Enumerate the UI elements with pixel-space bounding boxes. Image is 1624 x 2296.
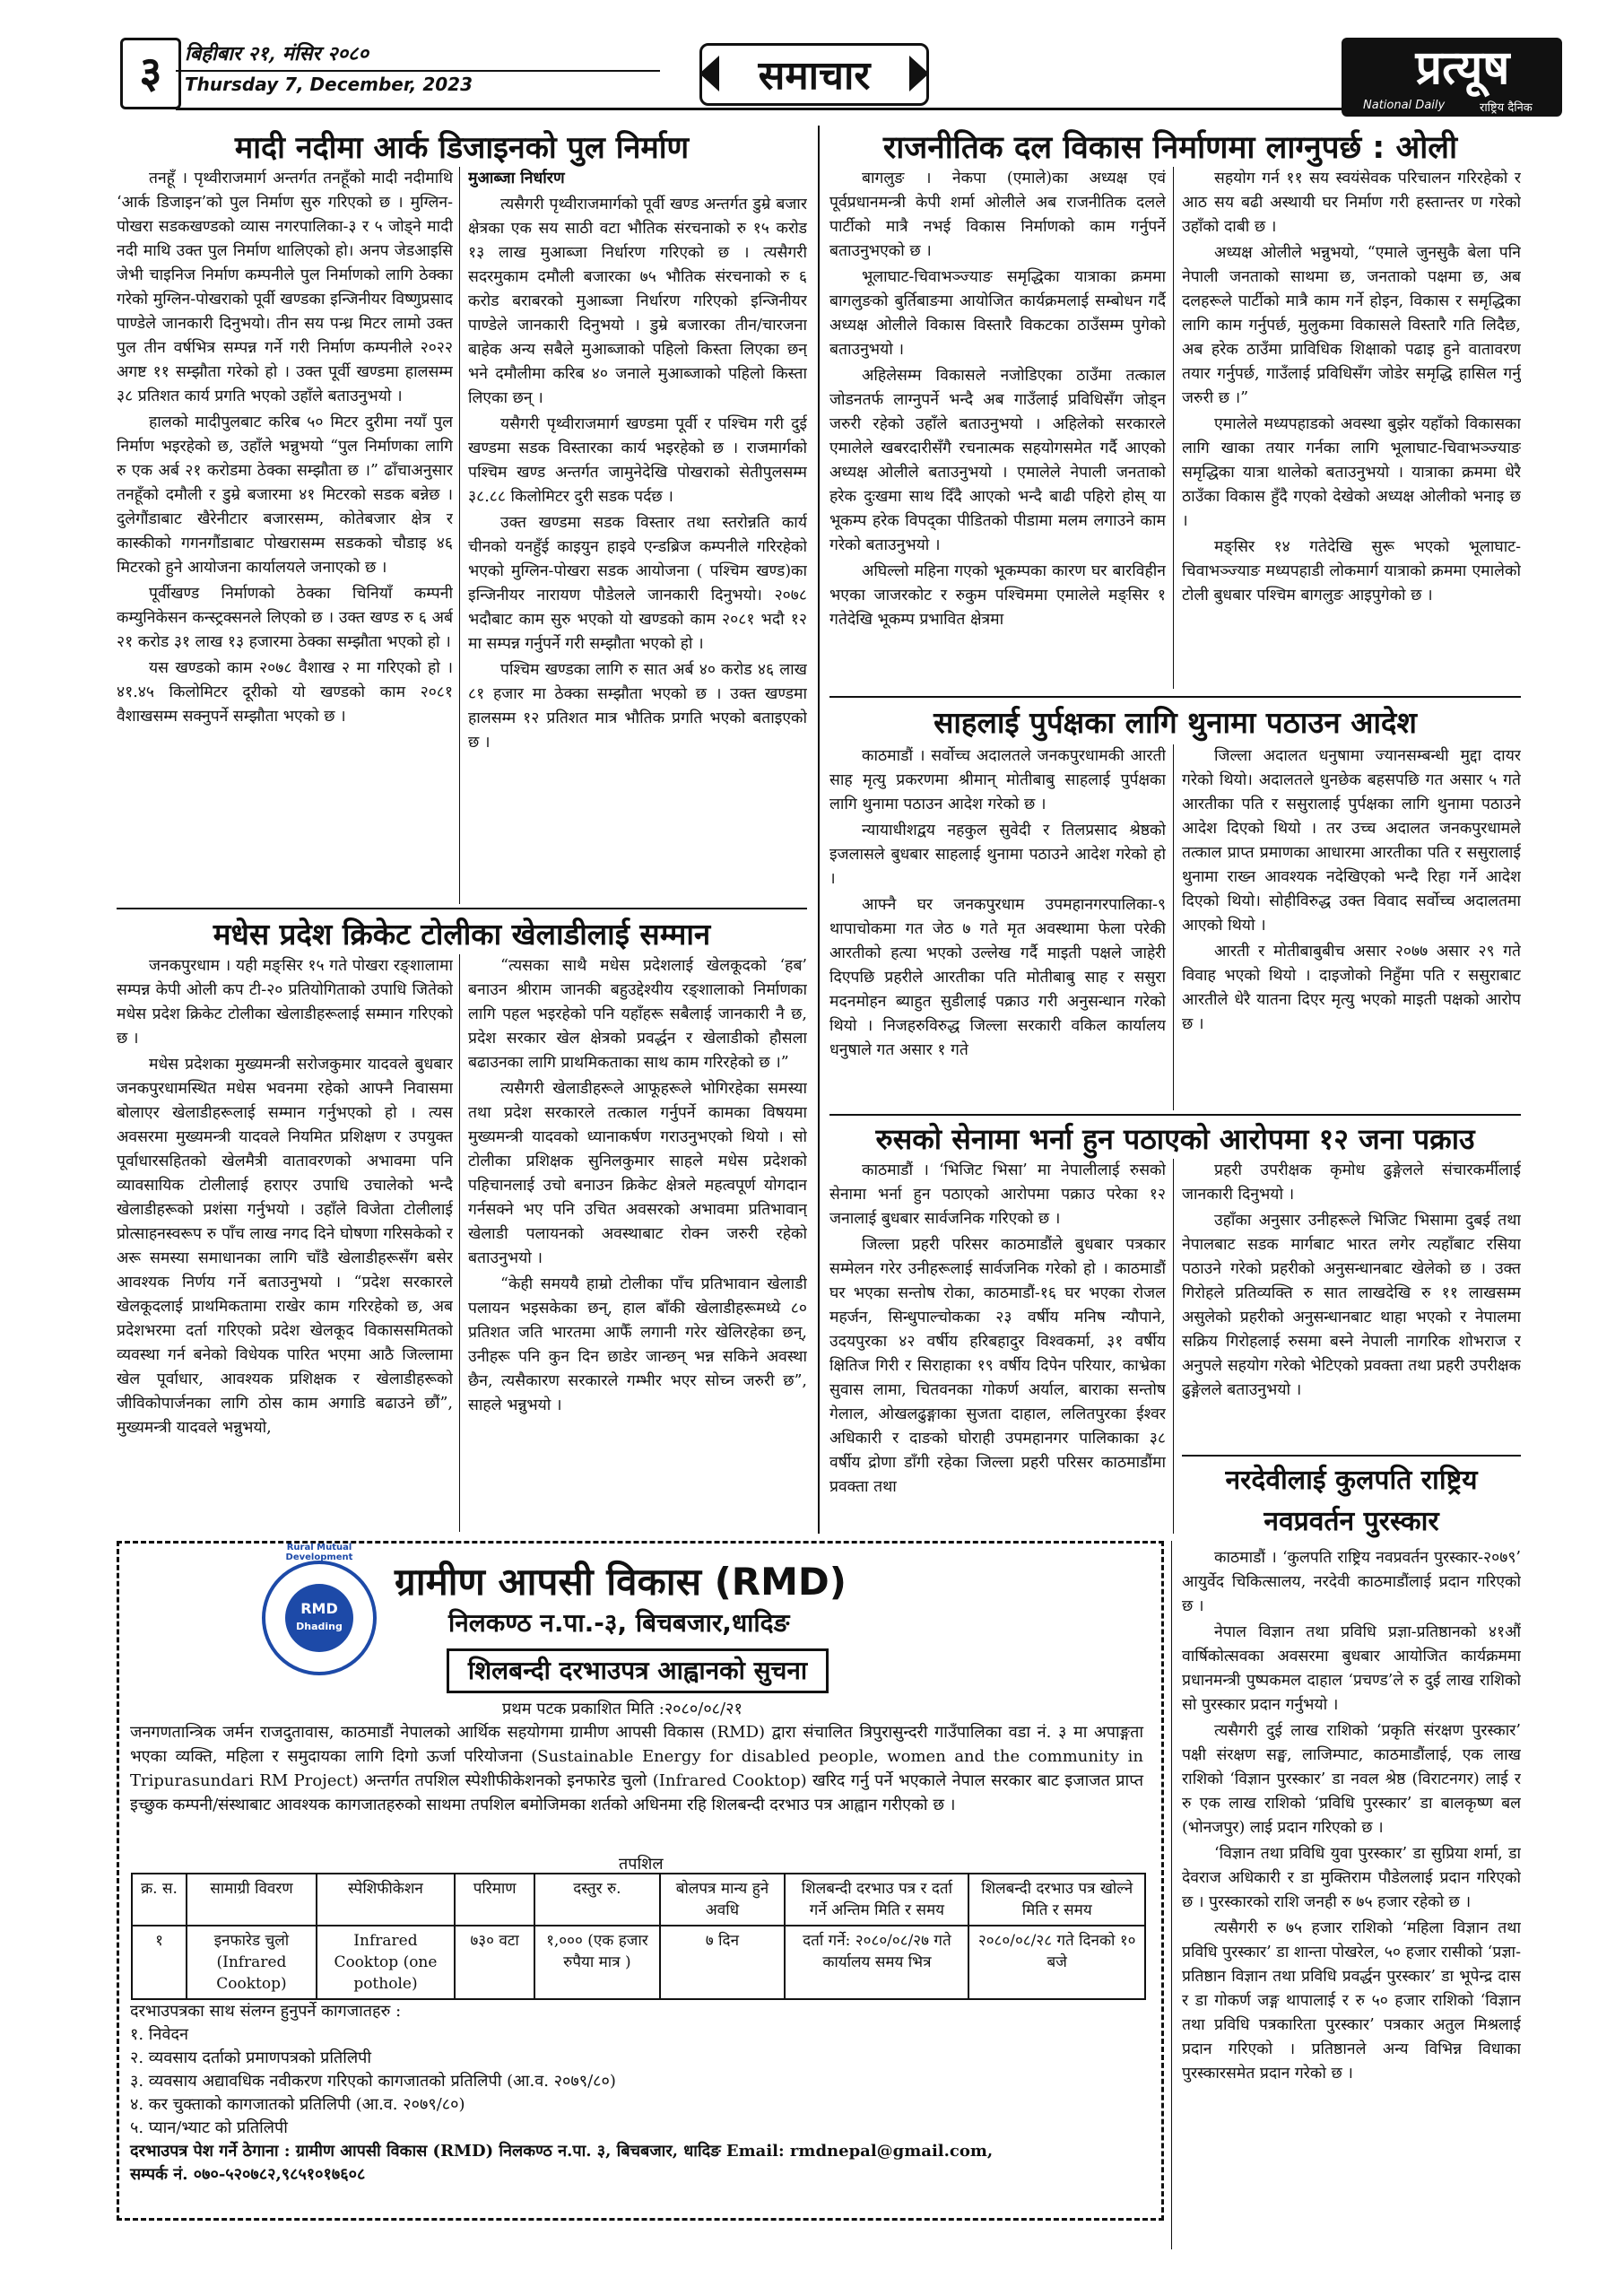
document-item: १. निवेदन bbox=[130, 2025, 189, 2044]
russia-col1 bbox=[829, 1159, 1166, 1534]
table-header: शिलबन्दी दरभाउ पत्र र दर्ता गर्ने अन्तिम मिति र समय bbox=[785, 1874, 968, 1926]
table-header: स्पेशिफीकेशन bbox=[317, 1874, 455, 1926]
paragraph: आफ्नै घर जनकपुरधाम उपमहानगरपालिका-९ थापाचोकमा गत जेठ ७ गते मृत अवस्थामा फेला परेकी आरतीको हत्या भएको उल्लेख गर्दै माइती पक्षले जाहेरी दिएपछि प्रहरीले आरतीका पति मोतीबाबु साह र ससुरा मदनमोहन ब्याहुत सुडीलाई पक्राउ गरी अनुसन्धान गरेको थियो । निजहरुविरुद्ध जिल्ला सरकारी वकिल कार्यालय धनुषाले गत असार १ गते bbox=[829, 896, 1166, 1059]
paragraph: सहयोग गर्न ११ सय स्वयंसेवक परिचालन गरिरहेको र आठ सय बढी अस्थायी घर निर्माण गरी हस्तान्तर ण गरेको उहाँको दाबी छ । bbox=[1182, 170, 1521, 236]
paragraph: प्रहरी उपरीक्षक कृमोध ढुङ्गेलले संचारकर्मीलाई जानकारी दिनुभयो । bbox=[1182, 1161, 1521, 1204]
submit-address: दरभाउपत्र पेश गर्ने ठेगाना : ग्रामीण आपसी विकास (RMD) निलकण्ठ न.पा. ३, बिचबजार, धादिङ Email: rmdnepal@gmail.com, bbox=[130, 2142, 994, 2161]
paragraph: काठमाडौं । ‘कुलपति राष्ट्रिय नवप्रवर्तन पुरस्कार-२०७९’ आयुर्वेद चिकित्सालय, नरदेवी काठमाडौंलाई प्रदान गरिएको छ । bbox=[1182, 1549, 1521, 1615]
bridge-col2 bbox=[468, 167, 807, 904]
paragraph: त्यसैगरी दुई लाख राशिको ‘प्रकृति संरक्षण पुरस्कार’ पक्षी संरक्षण सङ्घ, लाजिम्पाट, काठमाडौंलाई, एक लाख राशिको ‘विज्ञान पुरस्कार’ डा नवल श्रेष्ठ (विराटनगर) लाई र रु एक लाख राशिको ‘प्रविधि पुरस्कार’ डा बालकृष्ण बल (भोनजपुर) लाई प्रदान गरिएको छ । bbox=[1182, 1722, 1521, 1837]
header-rule bbox=[176, 108, 1342, 110]
russia-col2 bbox=[1182, 1159, 1521, 1451]
paragraph: “त्यसका साथै मधेस प्रदेशलाई खेलकूदको ‘हब’ बनाउन श्रीराम जानकी बहुउद्देश्यीय रङ्शालाको निर्माणका लागि पहल भइरहेको पनि यहाँहरू सबैलाई जानकारी नै छ, प्रदेश सरकार खेल क्षेत्रको प्रवर्द्धन र खेलाडीको हौसला बढाउनका लागि प्राथमिकताका साथ काम गरिरहेको छ ।” bbox=[468, 957, 807, 1072]
table-header: शिलबन्दी दरभाउ पत्र खोल्ने मिति र समय bbox=[968, 1874, 1145, 1926]
paragraph: भूलाघाट-चिवाभञ्ज्याङ समृद्धिका यात्राका क्रममा बागलुङको बुर्तिबाङमा आयोजित कार्यक्रमलाई सम्बोधन गर्दै अध्यक्ष ओलीले विकास विस्तारै विकटका ठाउँसम्म पुगेको बताउनुभयो । bbox=[829, 268, 1166, 359]
article-divider bbox=[829, 1114, 1521, 1116]
oli-headline: राजनीतिक दल विकास निर्माणमा लाग्नुपर्छ : ओली bbox=[882, 130, 1458, 166]
paragraph: मङ्सिर १४ गतेदेखि सुरू भएको भूलाघाट-चिवाभञ्ज्याङ मध्यपहाडी लोकमार्ग यात्राको क्रममा एमालेको टोली बुधबार पश्चिम बागलुङ आइपुगेको छ । bbox=[1182, 538, 1521, 604]
tender-title: ग्रामीण आपसी विकास (RMD) bbox=[395, 1560, 847, 1604]
table-header: सामाग्री विवरण bbox=[187, 1874, 317, 1926]
rmd-logo-sub: Dhading bbox=[296, 1621, 343, 1632]
column-divider bbox=[459, 954, 460, 1532]
column-divider bbox=[1173, 1159, 1174, 1534]
paragraph: जिल्ला अदालत धनुषामा ज्यानसम्बन्धी मुद्दा दायर गरेको थियो। अदालतले धुनछेक बहसपछि गत असार ५ गते आरतीका पति र ससुरालाई पुर्पक्षका लागि थुनामा पठाउने आदेश दिएको थियो । तर उच्च अदालत जनकपुरधामले तत्काल प्राप्त प्रमाणका आधारमा आरतीका पति र ससुरालाई थुनामा राख्न आवश्यक नदेखिएको भन्दै रिहा गर्ने आदेश दिएको थियो। सोहीविरुद्ध उक्त विवाद सर्वोच्च अदालतमा आएको थियो । bbox=[1182, 747, 1521, 935]
tender-table-caption: तपशिल bbox=[619, 1855, 664, 1874]
paragraph: पूर्वीखण्ड निर्माणको ठेक्का चिनियाँ कम्पनी कम्युनिकेसन कन्स्ट्रक्सनले लिएको छ । उक्त खण्ड रु ६ अर्ब २१ करोड ३१ लाख १३ हजारमा ठेक्का सम्झौता भएको हो । bbox=[117, 585, 453, 651]
masthead-sub-en: National Daily bbox=[1363, 99, 1446, 112]
oli-col2 bbox=[1182, 167, 1521, 689]
page-column-divider bbox=[818, 126, 820, 1534]
cricket-col2 bbox=[468, 954, 807, 1532]
paragraph: जनकपुरधाम । यही मङ्सिर १५ गते पोखरा रङ्शालामा सम्पन्न केपी ओली कप टी-२० प्रतियोगिताको उपाधि जितेको मधेस प्रदेश क्रिकेट टोलीका खेलाडीहरूलाई सम्मान गरिएको छ । bbox=[117, 957, 453, 1048]
paragraph: त्यसैगरी पृथ्वीराजमार्गको पूर्वी खण्ड अन्तर्गत डुम्रे बजार क्षेत्रका एक सय साठी वटा भौतिक संरचनाको रु १५ करोड १३ लाख मुआब्जा निर्धारण गरिएको छ । त्यसैगरी सदरमुकाम दमौली बजारका ७५ भौतिक संरचनाको रु ६ करोड बराबरको मुआब्जा निर्धारण गरिएको इन्जिनीयर पाण्डेले जानकारी दिनुभयो । डुम्रे बजारका तीन/चारजना बाहेक अन्य सबैले मुआब्जाको पहिलो किस्ता लिएका छन् भने दमौलीमा करिब ४० जनाले मुआब्जाको पहिलो किस्ता लिएका छन् । bbox=[468, 196, 807, 407]
table-header-row bbox=[132, 1874, 1145, 1926]
table-cell: १ bbox=[132, 1926, 187, 1999]
paragraph: काठमाडौं । ‘भिजिट भिसा’ मा नेपालीलाई रुसको सेनामा भर्ना हुन पठाएको आरोपमा पक्राउ परेका १२ जनालाई बुधबार सार्वजनिक गरिएको छ । bbox=[829, 1161, 1166, 1228]
subhead: मुआब्जा निर्धारण bbox=[468, 170, 565, 187]
rmd-logo-text bbox=[285, 1600, 353, 1636]
table-cell: दर्ता गर्ने: २०८०/०८/२७ गते कार्यालय समय भित्र bbox=[785, 1926, 968, 1999]
cricket-headline: मधेस प्रदेश क्रिकेट टोलीका खेलाडीलाई सम्मान bbox=[213, 917, 711, 952]
award-headline-line1: नरदेवीलाई कुलपति राष्ट्रिय bbox=[1225, 1465, 1478, 1496]
oli-col1 bbox=[829, 167, 1166, 689]
tender-address: निलकण्ठ न.पा.-३, बिचबजार,धादिङ bbox=[448, 1608, 790, 1638]
table-cell: इनफारेड चुलो (Infrared Cooktop) bbox=[187, 1926, 317, 1999]
paragraph: ‘विज्ञान तथा प्रविधि युवा पुरस्कार’ डा सुप्रिया शर्मा, डा देवराज अधिकारी र डा मुक्तिराम पौडेललाई प्रदान गरिएको छ । पुरस्कारको राशि जनही रु ७५ हजार रहेको छ । bbox=[1182, 1845, 1521, 1911]
tender-publish-date: प्रथम पटक प्रकाशित मिति :२०८०/०८/२१ bbox=[502, 1700, 743, 1718]
document-item: ४. कर चुक्ताको कागजातको प्रतिलिपी (आ.व. २०७९/८०) bbox=[130, 2095, 465, 2114]
masthead-sub-np: राष्ट्रिय दैनिक bbox=[1480, 101, 1533, 115]
page-number: ३ bbox=[120, 38, 181, 109]
date-nepali: बिहीबार २१, मंसिर २०८० bbox=[185, 42, 369, 65]
table-cell: ७ दिन bbox=[660, 1926, 786, 1999]
paragraph: अध्यक्ष ओलीले भन्नुभयो, “एमाले जुनसुकै बेला पनि नेपाली जनताको साथमा छ, जनताको पक्षमा छ, अब दलहरूले पार्टीको मात्रै काम गर्ने होइन, विकास र समृद्धिका लागि काम गर्नुपर्छ, मुलुकमा विकासले विस्तारै गति लिदैछ, अब हरेक ठाउँमा प्राविधिक शिक्षाको पढाइ हुने वातावरण तयार गर्नुपर्छ, गाउँलाई प्रविधिसँग जोडेर समृद्धि हासिल गर्नु जरुरी छ ।” bbox=[1182, 244, 1521, 407]
paragraph: “केही समययै हाम्रो टोलीका पाँच प्रतिभावान खेलाडी पलायन भइसकेका छन्, हाल बाँकी खेलाडीहरूमध्ये ८० प्रतिशत जति भारतमा आफैँ लगानी गरेर खेलिरहेका छन्, उनीहरू पनि कुन दिन छाडेर जान्छन् भन्न सकिने अवस्था छैन, त्यसैकारण सरकारले गम्भीर भएर सोच्न जरुरी छ”, साहले भन्नुभयो । bbox=[468, 1275, 807, 1414]
bridge-col1 bbox=[117, 167, 453, 904]
column-divider bbox=[1171, 1541, 1172, 2249]
document-item: ३. व्यवसाय अद्यावधिक नवीकरण गरिएको कागजातको प्रतिलिपी (आ.व. २०७९/८०) bbox=[130, 2072, 616, 2091]
cricket-col1 bbox=[117, 954, 453, 1532]
paragraph: उहाँका अनुसार उनीहरूले भिजिट भिसामा दुबई तथा नेपालबाट सडक मार्गबाट भारत लगेर त्यहाँबाट रसिया पठाउने गरेको प्रहरीको अनुसन्धानबाट खेलेको छ । उक्त गिरोहले प्रतिव्यक्ति रु सात लाखदेखि रु ११ लाखसम्म असुलेको प्रहरीको अनुसन्धानबाट थाहा भएको र नेपालमा सक्रिय गिरोहलाई रुसमा बस्ने नेपाली नागरिक शोभराज र अनुपले सहयोग गरेको भेटिएको प्रवक्ता तथा प्रहरी उपरीक्षक ढुङ्गेलले बताउनुभयो । bbox=[1182, 1212, 1521, 1399]
paragraph: जिल्ला प्रहरी परिसर काठमाडौंले बुधबार पत्रकार सम्मेलन गरेर उनीहरूलाई सार्वजनिक गरेको हो । काठमाडौं घर भएका सन्तोष रोका, काठमाडौं-१६ घर भएका रोजल महर्जन, सिन्धुपाल्चोकका २३ वर्षीय मनिष न्यौपाने, उदयपुरका ४२ वर्षीय हरिबहादुर विश्वकर्मा, ३१ वर्षीय क्षितिज गिरी र सिराहाका १९ वर्षीय दिपेन परियार, काभ्रेका सुवास लामा, चितवनका गोकर्ण अर्याल, बाराका सन्तोष गेलाल, ओखलढुङ्गाका सुजता दाहाल, ललितपुरका ईश्वर अधिकारी र दाङको घोराही उपमहानगर पालिकाका ३८ वर्षीय द्रोणा डाँगी रहेका जिल्ला प्रहरी परिसर काठमाडौंमा प्रवक्ता तथा bbox=[829, 1236, 1166, 1496]
table-row bbox=[132, 1926, 1145, 1999]
contact-number: सम्पर्क नं. ०७०-५२०७८२,९८५१०१७६०८ bbox=[130, 2165, 366, 2184]
rmd-logo-ring-text: Rural Mutual Development bbox=[285, 1543, 353, 1562]
paragraph: एमालेले मध्यपहाडको अवस्था बुझेर यहाँको विकासका लागि खाका तयार गर्नका लागि भूलाघाट-चिवाभञ्ज्याङ समृद्धिका यात्रा थालेको बताउनुभयो । यात्राका क्रममा धेरै ठाउँका विकास हुँदै गएको देखेको अध्यक्ष ओलीको भनाइ छ । bbox=[1182, 415, 1521, 530]
sah-headline: साहलाई पुर्पक्षका लागि थुनामा पठाउन आदेश bbox=[934, 705, 1417, 740]
sah-col2 bbox=[1182, 744, 1521, 1110]
award-body bbox=[1182, 1546, 1521, 2239]
rmd-logo-abbr: RMD bbox=[300, 1600, 338, 1617]
table-header: क्र. स. bbox=[132, 1874, 187, 1926]
paragraph: आरती र मोतीबाबुबीच असार २०७७ असार २९ गते विवाह भएको थियो । दाइजोको निहुँमा पति र ससुराबाट आरतीले धेरै यातना दिएर मृत्यु भएको माइती पक्षको आरोप छ । bbox=[1182, 943, 1521, 1033]
tender-documents bbox=[130, 2000, 1143, 2187]
documents-title: दरभाउपत्रका साथ संलग्न हुनुपर्ने कागजातहरु : bbox=[130, 2002, 402, 2021]
paragraph: पश्चिम खण्डका लागि रु सात अर्ब ४० करोड ४६ लाख ८१ हजार मा ठेक्का सम्झौता भएको छ । उक्त खण्डमा हालसम्म १२ प्रतिशत मात्र भौतिक प्रगति भएको बताइएको छ । bbox=[468, 661, 807, 752]
table-header: दस्तुर रु. bbox=[534, 1874, 659, 1926]
section-title: समाचार bbox=[758, 53, 871, 99]
table-cell: ७३० वटा bbox=[455, 1926, 534, 1999]
column-divider bbox=[1173, 744, 1174, 1110]
document-item: २. व्यवसाय दर्ताको प्रमाणपत्रको प्रतिलिपी bbox=[130, 2048, 372, 2067]
table-cell: १,००० (एक हजार रुपैया मात्र ) bbox=[534, 1926, 659, 1999]
sah-col1 bbox=[829, 744, 1166, 1110]
paragraph: यस खण्डको काम २०७८ वैशाख २ मा गरिएको हो । ४१.४५ किलोमिटर दूरीको यो खण्डको काम २०८१ वैशाखसम्म सक्नुपर्ने सम्झौता भएको छ । bbox=[117, 659, 453, 726]
document-item: ५. प्यान/भ्याट को प्रतिलिपी bbox=[130, 2118, 288, 2137]
masthead-title: प्रत्यूष bbox=[1415, 41, 1510, 95]
table-cell: २०८०/०८/२८ गते दिनको १० बजे bbox=[968, 1926, 1145, 1999]
paragraph: काठमाडौं । सर्वोच्च अदालतले जनकपुरधामकी आरती साह मृत्यु प्रकरणमा श्रीमान् मोतीबाबु साहलाई पुर्पक्षका लागि थुनामा पठाउन आदेश गरेको छ । bbox=[829, 747, 1166, 813]
header-divider bbox=[176, 70, 660, 72]
section-right-arrow-icon bbox=[909, 56, 929, 91]
article-divider bbox=[117, 908, 807, 909]
article-divider bbox=[829, 696, 1521, 698]
paragraph: हालको मादीपुलबाट करिब ५० मिटर दुरीमा नयाँ पुल निर्माण भइरहेको छ, उहाँले भन्नुभयो “पुल निर्माणका लागि रु एक अर्ब २१ करोडमा ठेक्का सम्झौता छ ।” ढाँचाअनुसार तनहूँको दमौली र डुम्रे बजारमा ४१ मिटरको सडक बन्नेछ । दुलेगौंडाबाट खैरेनीटार बजारसम्म, कोतेबजार क्षेत्र र कास्कीको गगनगौंडाबाट पोखरासम्म सडकको चौडाइ ४६ मिटरको हुने आयोजना कार्यालयले जनाएको छ । bbox=[117, 413, 453, 577]
date-english: Thursday 7, December, 2023 bbox=[185, 74, 473, 95]
paragraph: अहिलेसम्म विकासले नजोडिएका ठाउँमा तत्काल जोडनतर्फ लाग्नुपर्ने भन्दै अब गाउँलाई प्रविधिसँग जोड्न जरुरी रहेको उहाँले बताउनुभयो । अहिलेको सरकारले एमालेले खबरदारीसँगै रचनात्मक सहयोगसमेत गर्दै आएको अध्यक्ष ओलीले बताउनुभयो । एमालेले नेपाली जनताको हरेक दुःखमा साथ दिँदै आएको भन्दै बाढी पहिरो होस् या भूकम्प हरेक विपद्का पीडितको पीडामा मलम लगाउने काम गरेको बताउनुभयो । bbox=[829, 367, 1166, 554]
paragraph: त्यसैगरी रु ७५ हजार राशिको ‘महिला विज्ञान तथा प्रविधि पुरस्कार’ डा शान्ता पोखरेल, ५० हजार रासीको ‘प्रज्ञा-प्रतिष्ठान विज्ञान तथा प्रविधि प्रवर्द्धन पुरस्कार’ डा भूपेन्द्र दास र डा गोकर्ण जङ्ग थापालाई र रु ५० हजार राशिको ‘विज्ञान तथा प्रविधि पत्रकारिता पुरस्कार’ पत्रकार अतुल मिश्रलाई प्रदान गरिएको । प्रतिष्ठानले अन्य विभिन्न विधाका पुरस्कारसमेत प्रदान गरेको छ । bbox=[1182, 1919, 1521, 2083]
paragraph: अघिल्लो महिना गएको भूकम्पका कारण घर बारविहीन भएका जाजरकोट र रुकुम पश्चिममा एमालेले मङ्सिर १ गतेदेखि भूकम्प प्रभावित क्षेत्रमा bbox=[829, 562, 1166, 629]
tender-body: जनगणतान्त्रिक जर्मन राजदुतावास, काठमाडौं नेपालको आर्थिक सहयोगमा ग्रामीण आपसी विकास (RMD) द्वारा संचालित त्रिपुरासुन्दरी गाउँपालिका वडा नं. ३ मा अपाङ्गता भएका व्यक्ति, महिला र समुदायका लागि दिगो ऊर्जा परियोजना (Sustainable Energy for disabled people, women and the community in Tripurasundari RM Project) अन्तर्गत तपशिल स्पेशीफीकेशनको इनफारेड चुलो (Infrared Cooktop) खरिद गर्नु पर्ने भएकाले नेपाल सरकार बाट इजाजत प्राप्त इच्छुक कम्पनी/संस्थाबाट आवश्यक कागजातहरुको साथमा तपशिल बमोजिमका शर्तको अधिनमा रहि शिलबन्दी दरभाउ पत्र आह्वान गरीएको छ । bbox=[130, 1723, 1143, 1814]
paragraph: नेपाल विज्ञान तथा प्रविधि प्रज्ञा-प्रतिष्ठानको ४१औं वार्षिकोत्सवका अवसरमा बुधबार आयोजित कार्यक्रममा प्रधानमन्त्री पुष्पकमल दाहाल ‘प्रचण्ड’ले रु दुई लाख राशिको सो पुरस्कार प्रदान गर्नुभयो । bbox=[1182, 1623, 1521, 1714]
table-header: बोलपत्र मान्य हुने अवधि bbox=[660, 1874, 786, 1926]
paragraph: त्यसैगरी खेलाडीहरूले आफूहरूले भोगिरहेका समस्या तथा प्रदेश सरकारले तत्काल गर्नुपर्ने कामका विषयमा मुख्यमन्त्री यादवको ध्यानाकर्षण गराउनुभएको थियो । सो टोलीका प्रशिक्षक सुनिलकुमार साहले मधेस प्रदेशको पहिचानलाई उचो बनाउन क्रिकेट क्षेत्रले महत्वपूर्ण योगदान गर्नसक्ने भए पनि उचित अवसरको अभावमा प्रतिभावान् खेलाडी पलायनको अवस्थाबाट रोक्न जरुरी रहेको बताउनुभयो । bbox=[468, 1080, 807, 1267]
paragraph: न्यायाधीशद्वय नहकुल सुवेदी र तिलप्रसाद श्रेष्ठको इजलासले बुधबार साहलाई थुनामा पठाउने आदेश गरेको हो । bbox=[829, 822, 1166, 888]
paragraph: उक्त खण्डमा सडक विस्तार तथा स्तरोन्नति कार्य चीनको यनहुँई काइयुन हाइवे एन्डब्रिज कम्पनीले गरिरहेको भएको मुग्लिन-पोखरा सडक आयोजना ( पश्चिम खण्ड)का इन्जिनीयर नारायण पौडेलले जानकारी दिनुभयो। २०७८ भदौबाट काम सुरु भएको यो खण्डको काम २०८१ भदौ १२ मा सम्पन्न गर्नुपर्ने गरी सम्झौता भएको हो । bbox=[468, 514, 807, 653]
paragraph: मधेस प्रदेशका मुख्यमन्त्री सरोजकुमार यादवले बुधबार जनकपुरधामस्थित मधेस भवनमा रहेको आफ्नै निवासमा बोलाएर खेलाडीहरूलाई सम्मान गर्नुभएको हो । त्यस अवसरमा मुख्यमन्त्री यादवले नियमित प्रशिक्षण र उपयुक्त पूर्वाधारसहितको खेलमैत्री वातावरणको अभावमा पनि व्यावसायिक टोलीलाई हराएर उपाधि उचालेको भन्दै खेलाडीहरूको प्रशंसा गर्नुभयो । उहाँले विजेता टोलीलाई प्रोत्साहनस्वरूप रु पाँच लाख नगद दिने घोषणा गरिसकेको र अरू समस्या समाधानका लागि चाँडै खेलाडीहरूसँग बसेर आवश्यक निर्णय गर्ने बताउनुभयो । “प्रदेश सरकारले खेलकूदलाई प्राथमिकतामा राखेर काम गरिरहेको छ, अब प्रदेशभरमा दर्ता गरिएको प्रदेश खेलकूद विकाससमितको व्यवस्था गर्न बनेको विधेयक पारित भएमा आठै जिल्लामा खेल पूर्वाधार, आवश्यक प्रशिक्षक र खेलाडीहरूको जीविकोपार्जनका लागि ठोस काम अगाडि बढाउने छौं”, मुख्यमन्त्री यादवले भन्नुभयो, bbox=[117, 1056, 453, 1437]
russia-headline: रुसको सेनामा भर्ना हुन पठाएको आरोपमा १२ जना पक्राउ bbox=[875, 1122, 1475, 1156]
table-cell: Infrared Cooktop (one pothole) bbox=[317, 1926, 455, 1999]
paragraph: बागलुङ । नेकपा (एमाले)का अध्यक्ष एवं पूर्वप्रधानमन्त्री केपी शर्मा ओलीले अब राजनीतिक दलले पार्टीको मात्रै नभई विकास निर्माणको काम गर्नुपर्ने बताउनुभएको छ । bbox=[829, 170, 1166, 260]
award-headline-line2: नवप्रवर्तन पुरस्कार bbox=[1264, 1506, 1439, 1537]
tender-notice-heading: शिलबन्दी दरभाउपत्र आह्वानको सुचना bbox=[447, 1648, 829, 1693]
column-divider bbox=[459, 167, 460, 904]
article-divider bbox=[1182, 1455, 1521, 1457]
tender-table bbox=[131, 1873, 1146, 2000]
column-divider bbox=[1173, 167, 1174, 689]
paragraph: यसैगरी पृथ्वीराजमार्ग खण्डमा पूर्वी र पश्चिम गरी दुई खण्डमा सडक विस्तारका कार्य भइरहेको छ । राजमार्गको पश्चिम खण्ड अन्तर्गत जामुनेदेखि पोखराको सेतीपुलसम्म ३८.८८ किलोमिटर दुरी सडक पर्दछ । bbox=[468, 415, 807, 506]
bridge-headline: मादी नदीमा आर्क डिजाइनको पुल निर्माण bbox=[234, 130, 690, 166]
table-header: परिमाण bbox=[455, 1874, 534, 1926]
paragraph: तनहूँ । पृथ्वीराजमार्ग अन्तर्गत तनहूँको मादी नदीमाथि ‘आर्क डिजाइन’को पुल निर्माण सुरु गरिएको छ । मुग्लिन-पोखरा सडकखण्डको व्यास नगरपालिका-३ र ५ जोड्ने मादी नदी माथि उक्त पुल निर्माण थालिएको हो। अनप जेडआइसि जेभी चाइनिज निर्माण कम्पनीले पुल निर्माणको लागि ठेक्का गरेको मुग्लिन-पोखराको पूर्वी खण्डका इन्जिनीयर विष्णुप्रसाद पाण्डेले जानकारी दिनुभयो। तीन सय पन्ध्र मिटर लामो उक्त पुल तीन वर्षभित्र सम्पन्न गर्ने गरी निर्माण कम्पनीले २०२२ अगष्ट ११ सम्झौता गरेको हो । उक्त पूर्वी खण्डमा हालसम्म ३८ प्रतिशत कार्य प्रगति भएको उहाँले बताउनुभयो । bbox=[117, 170, 453, 405]
